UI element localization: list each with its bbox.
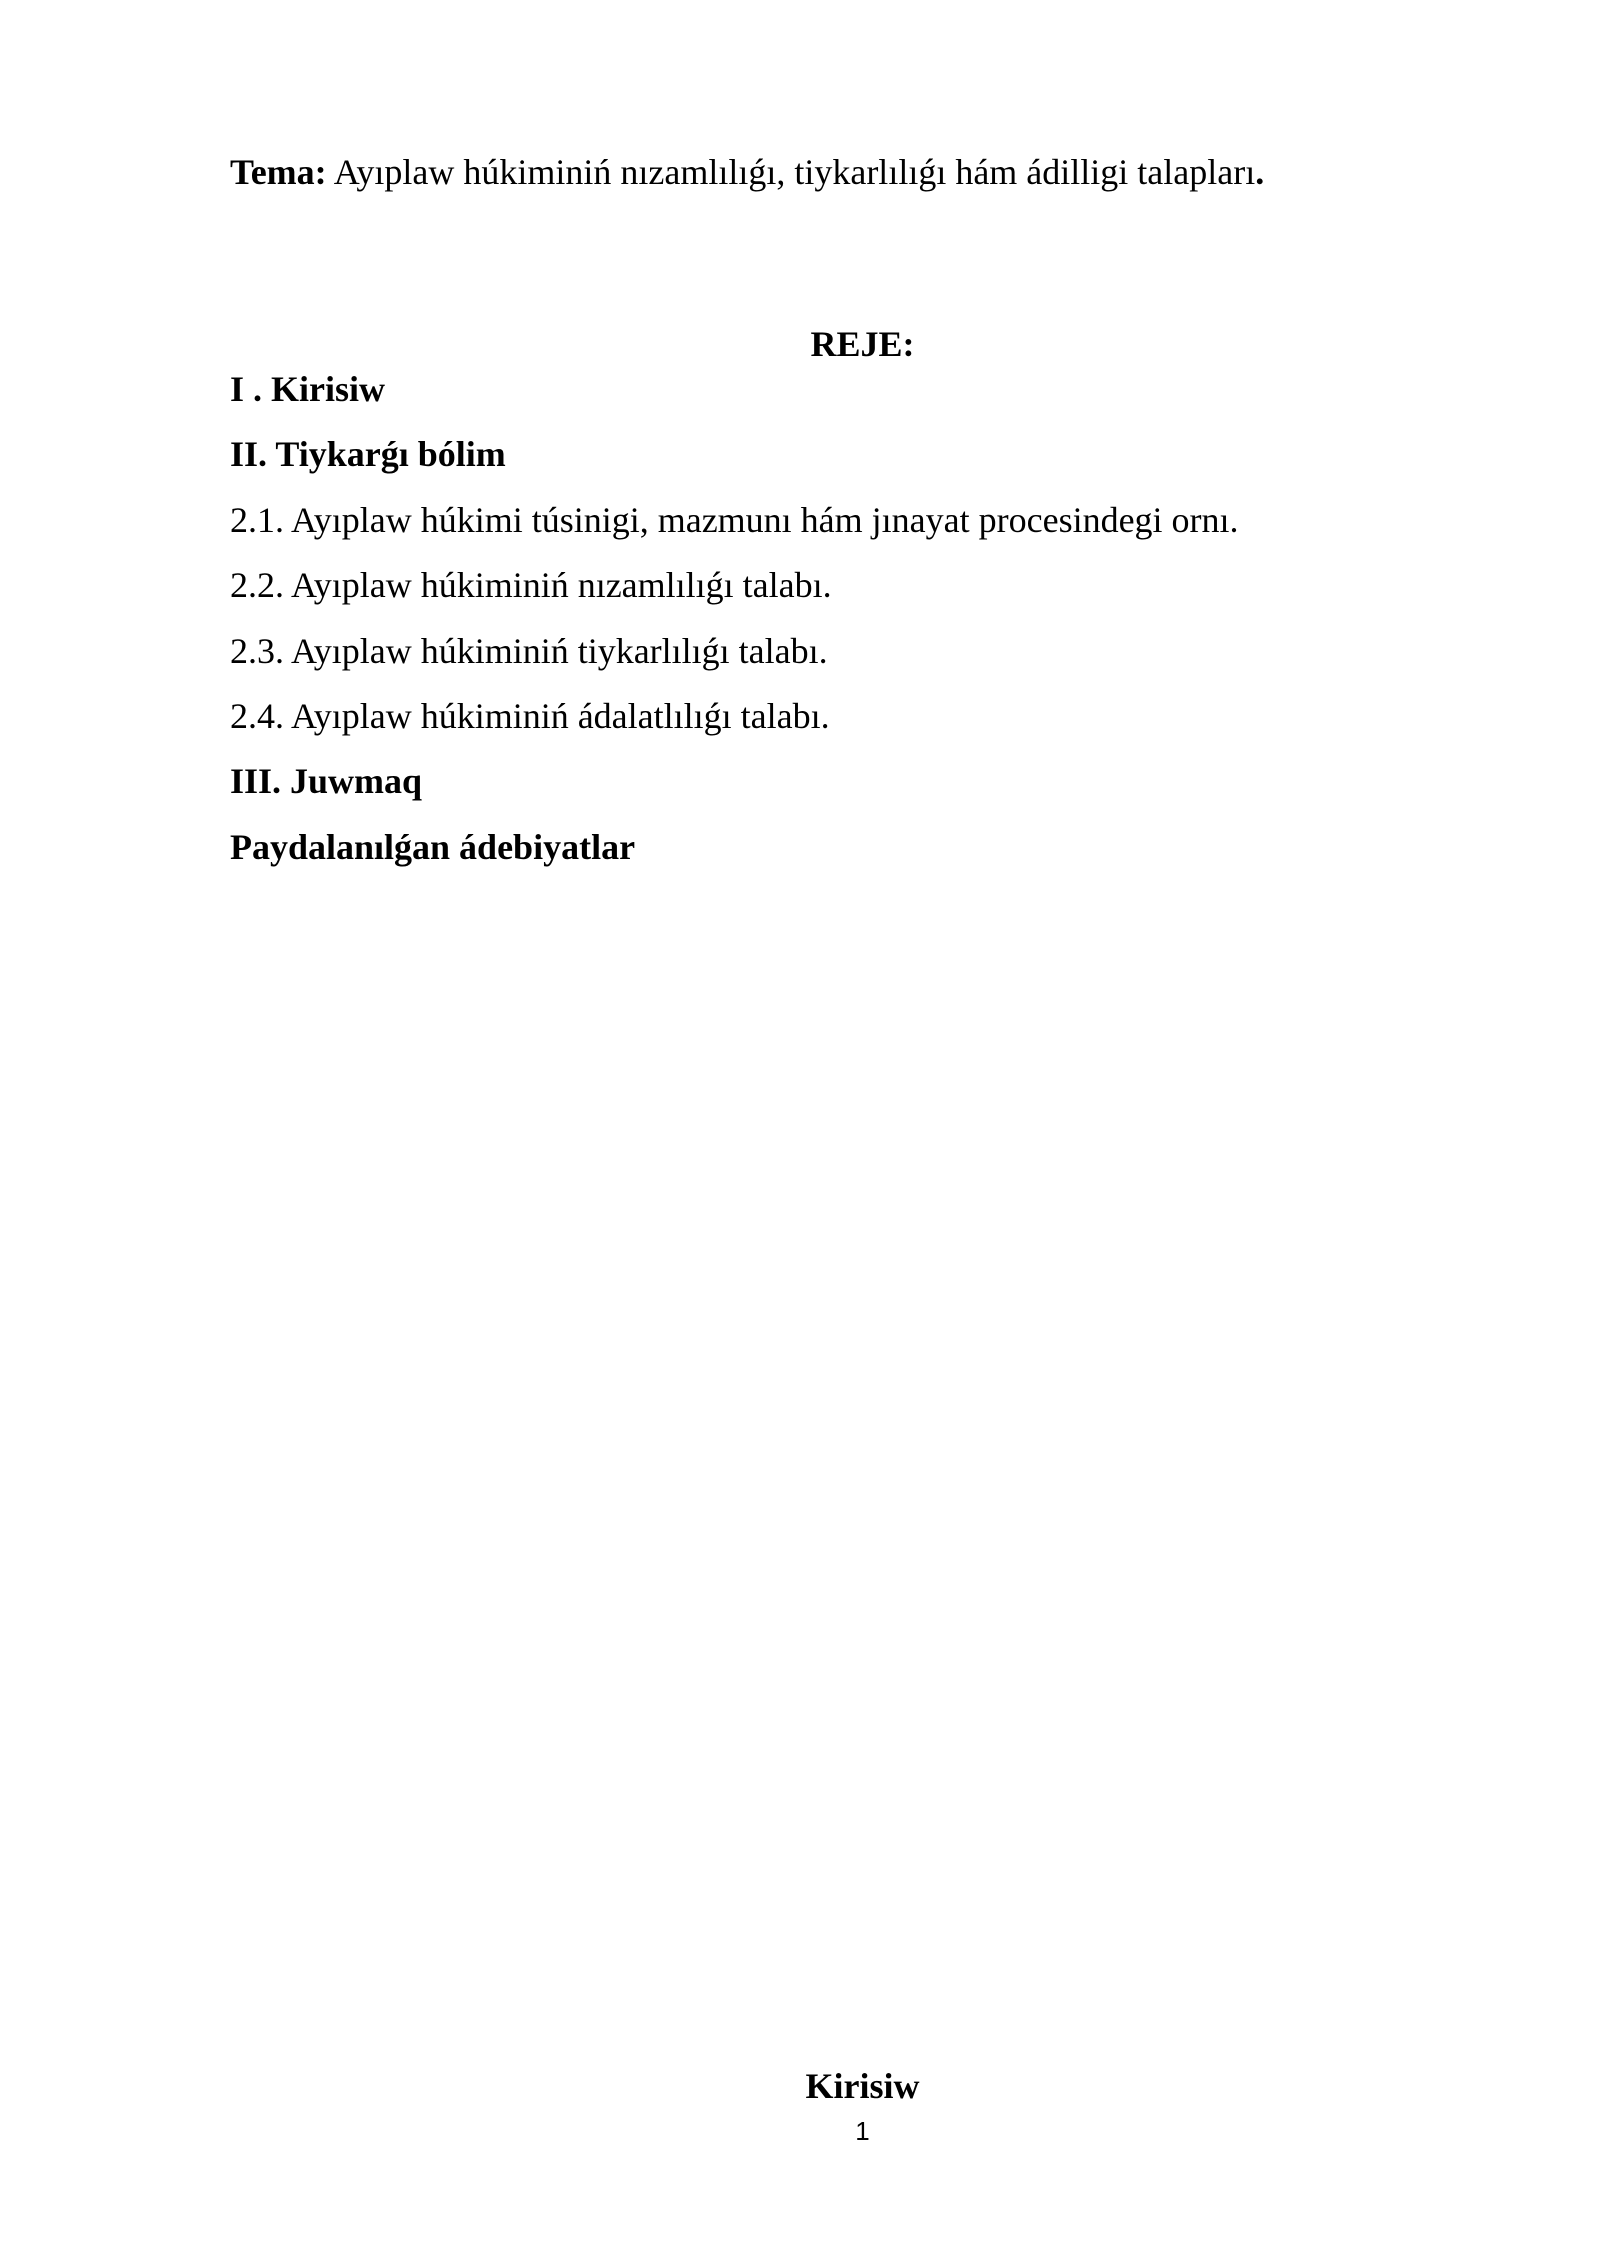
toc-item-2-4: 2.4. Ayıplaw húkiminiń ádalatlılıǵı talabı. — [230, 695, 830, 736]
plan-title: REJE: — [810, 324, 915, 364]
table-of-contents — [230, 367, 1239, 890]
section-heading-introduction: Kirisiw — [805, 2066, 920, 2106]
topic-line — [230, 150, 1264, 194]
toc-item-introduction: I . Kirisiw — [230, 369, 386, 409]
toc-item-conclusion: III. Juwmaq — [230, 761, 423, 802]
toc-item-references: Paydalanılǵan ádebiyatlar — [230, 826, 636, 867]
toc-item-2-2: 2.2. Ayıplaw húkiminiń nızamlılıǵı talabı. — [230, 565, 832, 606]
toc-item-main-part: II. Tiykarǵı bólim — [230, 434, 506, 475]
page-number: 1 — [855, 2116, 870, 2146]
toc-item-2-3: 2.3. Ayıplaw húkiminiń tiykarlılıǵı talabı. — [230, 630, 828, 671]
toc-item-2-1: 2.1. Ayıplaw húkimi túsinigi, mazmunı hám jınayat procesindegi ornı. — [230, 499, 1239, 540]
topic-label: Tema: — [230, 152, 327, 192]
topic-end-mark: . — [1255, 152, 1265, 192]
topic-text: Ayıplaw húkiminiń nızamlılıǵı, tiykarlılıǵı hám ádilligi talapları — [333, 152, 1256, 192]
